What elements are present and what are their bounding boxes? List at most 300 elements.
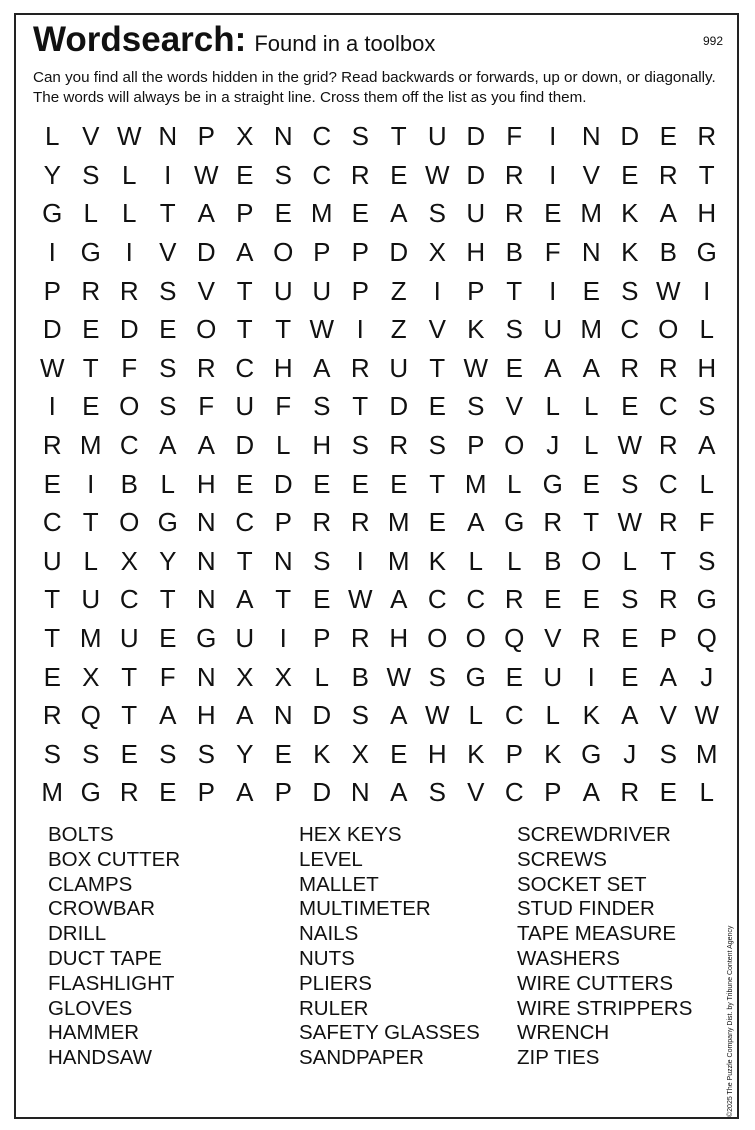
grid-cell[interactable]: E — [120, 738, 138, 769]
grid-cell[interactable]: W — [116, 121, 142, 152]
grid-cell[interactable]: M — [310, 198, 333, 229]
grid-cell[interactable]: C — [620, 314, 640, 345]
grid-cell[interactable]: S — [698, 391, 716, 422]
grid-cell[interactable]: C — [312, 159, 332, 190]
grid-cell[interactable]: R — [389, 430, 409, 461]
grid-cell[interactable]: V — [505, 391, 523, 422]
word-list-item[interactable]: SANDPAPER — [299, 1046, 424, 1070]
grid-cell[interactable]: N — [196, 661, 216, 692]
grid-cell[interactable]: E — [621, 159, 639, 190]
grid-cell[interactable]: R — [119, 275, 139, 306]
grid-cell[interactable]: F — [121, 352, 138, 383]
grid-cell[interactable]: E — [428, 391, 446, 422]
grid-cell[interactable]: R — [658, 159, 678, 190]
grid-cell[interactable]: S — [428, 430, 446, 461]
grid-cell[interactable]: E — [621, 623, 639, 654]
grid-cell[interactable]: O — [504, 430, 525, 461]
grid-cell[interactable]: G — [42, 198, 63, 229]
grid-cell[interactable]: Q — [696, 623, 717, 654]
grid-cell[interactable]: V — [544, 623, 562, 654]
grid-cell[interactable]: U — [312, 275, 332, 306]
grid-cell[interactable]: U — [119, 623, 139, 654]
word-list-item[interactable]: SAFETY GLASSES — [299, 1021, 480, 1045]
grid-cell[interactable]: U — [235, 623, 255, 654]
grid-cell[interactable]: S — [313, 391, 331, 422]
grid-cell[interactable]: M — [387, 545, 410, 576]
grid-cell[interactable]: D — [389, 391, 409, 422]
grid-cell[interactable]: P — [659, 623, 677, 654]
grid-cell[interactable]: R — [42, 700, 62, 731]
grid-cell[interactable]: S — [659, 738, 677, 769]
grid-cell[interactable]: E — [582, 584, 600, 615]
grid-cell[interactable]: H — [427, 738, 447, 769]
grid-cell[interactable]: T — [390, 121, 407, 152]
grid-cell[interactable]: U — [466, 198, 486, 229]
grid-cell[interactable]: E — [505, 352, 523, 383]
grid-cell[interactable]: S — [197, 738, 215, 769]
grid-cell[interactable]: G — [80, 777, 101, 808]
grid-cell[interactable]: V — [467, 777, 485, 808]
grid-cell[interactable]: S — [351, 430, 369, 461]
grid-cell[interactable]: T — [583, 507, 600, 538]
grid-cell[interactable]: P — [544, 777, 562, 808]
grid-cell[interactable]: D — [42, 314, 62, 345]
word-list-item[interactable]: SCREWS — [517, 847, 607, 871]
grid-cell[interactable]: R — [658, 430, 678, 461]
word-list-item[interactable]: WRENCH — [517, 1021, 610, 1045]
grid-cell[interactable]: M — [464, 468, 487, 499]
grid-cell[interactable]: U — [427, 121, 447, 152]
grid-cell[interactable]: B — [505, 237, 523, 268]
grid-cell[interactable]: A — [159, 430, 177, 461]
grid-cell[interactable]: P — [274, 507, 292, 538]
grid-cell[interactable]: E — [390, 738, 408, 769]
word-list-item[interactable]: GLOVES — [48, 996, 133, 1020]
grid-cell[interactable]: A — [159, 700, 177, 731]
grid-cell[interactable]: M — [79, 430, 102, 461]
grid-cell[interactable]: D — [119, 314, 139, 345]
grid-cell[interactable]: A — [390, 198, 408, 229]
word-list-item[interactable]: MULTIMETER — [299, 897, 431, 921]
word-list-item[interactable]: DRILL — [48, 922, 107, 946]
grid-cell[interactable]: N — [158, 121, 178, 152]
grid-cell[interactable]: P — [313, 623, 331, 654]
grid-cell[interactable]: G — [80, 237, 101, 268]
grid-cell[interactable]: O — [119, 507, 140, 538]
grid-cell[interactable]: C — [427, 584, 447, 615]
grid-cell[interactable]: S — [159, 352, 177, 383]
grid-cell[interactable]: E — [659, 777, 677, 808]
grid-cell[interactable]: X — [236, 121, 254, 152]
grid-cell[interactable]: E — [43, 661, 61, 692]
grid-cell[interactable]: S — [505, 314, 523, 345]
grid-cell[interactable]: T — [429, 352, 446, 383]
grid-cell[interactable]: F — [544, 237, 561, 268]
grid-cell[interactable]: T — [506, 275, 523, 306]
grid-cell[interactable]: X — [236, 661, 254, 692]
grid-cell[interactable]: Z — [390, 275, 407, 306]
grid-cell[interactable]: E — [544, 198, 562, 229]
grid-cell[interactable]: E — [82, 314, 100, 345]
word-list-item[interactable]: PLIERS — [299, 971, 372, 995]
grid-cell[interactable]: C — [504, 700, 524, 731]
grid-cell[interactable]: P — [505, 738, 523, 769]
grid-cell[interactable]: U — [543, 661, 563, 692]
grid-cell[interactable]: P — [467, 430, 485, 461]
grid-cell[interactable]: G — [542, 468, 563, 499]
grid-cell[interactable]: L — [314, 661, 329, 692]
grid-cell[interactable]: E — [390, 159, 408, 190]
grid-cell[interactable]: G — [465, 661, 486, 692]
grid-cell[interactable]: D — [273, 468, 293, 499]
grid-cell[interactable]: S — [621, 468, 639, 499]
grid-cell[interactable]: N — [273, 121, 293, 152]
grid-cell[interactable]: L — [83, 545, 98, 576]
grid-cell[interactable]: Z — [390, 314, 407, 345]
grid-cell[interactable]: E — [621, 391, 639, 422]
grid-cell[interactable]: C — [42, 507, 62, 538]
word-list-item[interactable]: BOX CUTTER — [48, 847, 181, 871]
grid-cell[interactable]: K — [467, 314, 485, 345]
grid-cell[interactable]: D — [466, 159, 486, 190]
grid-cell[interactable]: E — [236, 159, 254, 190]
grid-cell[interactable]: R — [119, 777, 139, 808]
grid-cell[interactable]: U — [389, 352, 409, 383]
grid-cell[interactable]: S — [698, 545, 716, 576]
grid-cell[interactable]: T — [698, 159, 715, 190]
grid-cell[interactable]: W — [694, 700, 720, 731]
grid-cell[interactable]: I — [164, 159, 172, 190]
grid-cell[interactable]: C — [119, 430, 139, 461]
grid-cell[interactable]: U — [81, 584, 101, 615]
grid-cell[interactable]: O — [581, 545, 602, 576]
grid-cell[interactable]: W — [655, 275, 681, 306]
grid-cell[interactable]: O — [465, 623, 486, 654]
grid-cell[interactable]: O — [658, 314, 679, 345]
grid-cell[interactable]: P — [274, 777, 292, 808]
grid-cell[interactable]: S — [159, 391, 177, 422]
grid-cell[interactable]: D — [466, 121, 486, 152]
grid-cell[interactable]: A — [582, 352, 600, 383]
grid-cell[interactable]: E — [582, 468, 600, 499]
grid-cell[interactable]: D — [312, 700, 332, 731]
grid-cell[interactable]: A — [236, 584, 254, 615]
grid-cell[interactable]: F — [198, 391, 215, 422]
grid-cell[interactable]: N — [196, 507, 216, 538]
grid-cell[interactable]: F — [506, 121, 523, 152]
grid-cell[interactable]: I — [87, 468, 95, 499]
grid-cell[interactable]: D — [389, 237, 409, 268]
grid-cell[interactable]: S — [621, 584, 639, 615]
grid-cell[interactable]: O — [427, 623, 448, 654]
grid-cell[interactable]: E — [390, 468, 408, 499]
grid-cell[interactable]: R — [658, 507, 678, 538]
grid-cell[interactable]: E — [274, 198, 292, 229]
grid-cell[interactable]: U — [543, 314, 563, 345]
grid-cell[interactable]: I — [549, 121, 557, 152]
grid-cell[interactable]: K — [313, 738, 331, 769]
grid-cell[interactable]: T — [236, 275, 253, 306]
grid-cell[interactable]: H — [273, 352, 293, 383]
grid-cell[interactable]: K — [582, 700, 600, 731]
grid-cell[interactable]: L — [122, 198, 137, 229]
grid-cell[interactable]: S — [313, 545, 331, 576]
grid-cell[interactable]: T — [82, 507, 99, 538]
grid-cell[interactable]: L — [622, 545, 637, 576]
grid-cell[interactable]: H — [697, 352, 717, 383]
grid-cell[interactable]: H — [697, 198, 717, 229]
grid-cell[interactable]: T — [121, 661, 138, 692]
word-list-item[interactable]: TAPE MEASURE — [517, 922, 677, 946]
grid-cell[interactable]: A — [236, 777, 254, 808]
grid-cell[interactable]: V — [159, 237, 177, 268]
grid-cell[interactable]: T — [159, 198, 176, 229]
grid-cell[interactable]: L — [276, 430, 291, 461]
grid-cell[interactable]: A — [582, 777, 600, 808]
grid-cell[interactable]: T — [352, 391, 369, 422]
grid-cell[interactable]: A — [390, 777, 408, 808]
grid-cell[interactable]: I — [587, 661, 595, 692]
grid-cell[interactable]: R — [350, 623, 370, 654]
grid-cell[interactable]: T — [159, 584, 176, 615]
grid-cell[interactable]: G — [196, 623, 217, 654]
grid-cell[interactable]: A — [197, 198, 215, 229]
grid-cell[interactable]: J — [623, 738, 637, 769]
grid-cell[interactable]: L — [122, 159, 137, 190]
grid-cell[interactable]: U — [273, 275, 293, 306]
grid-cell[interactable]: A — [544, 352, 562, 383]
grid-cell[interactable]: R — [196, 352, 216, 383]
word-list-item[interactable]: WIRE CUTTERS — [517, 971, 674, 995]
word-list-item[interactable]: CROWBAR — [48, 897, 156, 921]
grid-cell[interactable]: C — [504, 777, 524, 808]
grid-cell[interactable]: V — [659, 700, 677, 731]
word-list-item[interactable]: CLAMPS — [48, 872, 133, 896]
grid-cell[interactable]: S — [428, 777, 446, 808]
grid-cell[interactable]: N — [350, 777, 370, 808]
grid-cell[interactable]: T — [275, 314, 292, 345]
grid-cell[interactable]: R — [350, 159, 370, 190]
grid-cell[interactable]: T — [275, 584, 292, 615]
grid-cell[interactable]: W — [386, 661, 412, 692]
grid-cell[interactable]: W — [347, 584, 373, 615]
word-list-item[interactable]: NAILS — [299, 922, 359, 946]
grid-cell[interactable]: E — [505, 661, 523, 692]
grid-cell[interactable]: K — [544, 738, 562, 769]
grid-cell[interactable]: S — [82, 159, 100, 190]
grid-cell[interactable]: K — [467, 738, 485, 769]
grid-cell[interactable]: E — [428, 507, 446, 538]
grid-cell[interactable]: L — [584, 430, 599, 461]
grid-cell[interactable]: E — [159, 777, 177, 808]
grid-cell[interactable]: Y — [236, 738, 254, 769]
grid-cell[interactable]: E — [43, 468, 61, 499]
word-list-item[interactable]: HEX KEYS — [299, 823, 402, 846]
word-list-item[interactable]: HAMMER — [48, 1021, 140, 1045]
grid-cell[interactable]: W — [193, 159, 219, 190]
grid-cell[interactable]: E — [236, 468, 254, 499]
grid-cell[interactable]: V — [82, 121, 100, 152]
grid-cell[interactable]: Y — [159, 545, 177, 576]
grid-cell[interactable]: S — [428, 198, 446, 229]
grid-cell[interactable]: R — [658, 352, 678, 383]
grid-cell[interactable]: C — [466, 584, 486, 615]
grid-cell[interactable]: A — [659, 198, 677, 229]
word-list-item[interactable]: SCREWDRIVER — [517, 823, 671, 846]
grid-cell[interactable]: C — [658, 468, 678, 499]
grid-cell[interactable]: F — [159, 661, 176, 692]
grid-cell[interactable]: U — [42, 545, 62, 576]
grid-cell[interactable]: E — [82, 391, 100, 422]
grid-cell[interactable]: B — [351, 661, 369, 692]
grid-cell[interactable]: H — [389, 623, 409, 654]
grid-cell[interactable]: L — [45, 121, 60, 152]
grid-cell[interactable]: H — [196, 700, 216, 731]
grid-cell[interactable]: I — [433, 275, 441, 306]
grid-cell[interactable]: P — [351, 237, 369, 268]
grid-cell[interactable]: S — [621, 275, 639, 306]
grid-cell[interactable]: P — [236, 198, 254, 229]
grid-cell[interactable]: R — [581, 623, 601, 654]
grid-cell[interactable]: G — [504, 507, 525, 538]
grid-cell[interactable]: R — [350, 352, 370, 383]
grid-cell[interactable]: W — [617, 507, 643, 538]
grid-cell[interactable]: C — [658, 391, 678, 422]
grid-cell[interactable]: F — [698, 507, 715, 538]
grid-cell[interactable]: B — [544, 545, 562, 576]
grid-cell[interactable]: S — [82, 738, 100, 769]
grid-cell[interactable]: R — [658, 584, 678, 615]
word-list-item[interactable]: MALLET — [299, 872, 379, 896]
grid-cell[interactable]: W — [617, 430, 643, 461]
grid-cell[interactable]: Q — [80, 700, 101, 731]
grid-cell[interactable]: X — [428, 237, 446, 268]
grid-cell[interactable]: R — [620, 352, 640, 383]
grid-cell[interactable]: V — [197, 275, 215, 306]
grid-cell[interactable]: X — [274, 661, 292, 692]
grid-cell[interactable]: S — [43, 738, 61, 769]
grid-cell[interactable]: C — [312, 121, 332, 152]
grid-cell[interactable]: B — [659, 237, 677, 268]
grid-cell[interactable]: Q — [504, 623, 525, 654]
word-list-item[interactable]: STUD FINDER — [517, 897, 655, 921]
grid-cell[interactable]: A — [236, 237, 254, 268]
grid-cell[interactable]: A — [236, 700, 254, 731]
grid-cell[interactable]: K — [428, 545, 446, 576]
grid-cell[interactable]: I — [549, 275, 557, 306]
grid-cell[interactable]: E — [659, 121, 677, 152]
grid-cell[interactable]: X — [82, 661, 100, 692]
grid-cell[interactable]: T — [82, 352, 99, 383]
grid-cell[interactable]: J — [546, 430, 560, 461]
grid-cell[interactable]: S — [351, 121, 369, 152]
grid-cell[interactable]: E — [274, 738, 292, 769]
grid-cell[interactable]: T — [236, 545, 253, 576]
grid-cell[interactable]: S — [351, 700, 369, 731]
grid-cell[interactable]: M — [580, 198, 603, 229]
grid-cell[interactable]: I — [48, 391, 56, 422]
grid-cell[interactable]: E — [313, 468, 331, 499]
grid-cell[interactable]: S — [428, 661, 446, 692]
grid-cell[interactable]: I — [549, 159, 557, 190]
grid-cell[interactable]: R — [697, 121, 717, 152]
grid-cell[interactable]: V — [582, 159, 600, 190]
grid-cell[interactable]: E — [582, 275, 600, 306]
grid-cell[interactable]: P — [313, 237, 331, 268]
grid-cell[interactable]: D — [235, 430, 255, 461]
grid-cell[interactable]: P — [43, 275, 61, 306]
grid-cell[interactable]: N — [273, 545, 293, 576]
grid-cell[interactable]: H — [312, 430, 332, 461]
grid-cell[interactable]: A — [197, 430, 215, 461]
grid-cell[interactable]: D — [196, 237, 216, 268]
grid-cell[interactable]: S — [159, 275, 177, 306]
word-list-item[interactable]: LEVEL — [299, 847, 363, 871]
grid-cell[interactable]: E — [621, 661, 639, 692]
grid-cell[interactable]: W — [463, 352, 489, 383]
word-list-item[interactable]: DUCT TAPE — [48, 946, 162, 970]
grid-cell[interactable]: L — [699, 468, 714, 499]
grid-cell[interactable]: I — [356, 545, 364, 576]
grid-cell[interactable]: L — [468, 700, 483, 731]
grid-cell[interactable]: T — [121, 700, 138, 731]
grid-cell[interactable]: L — [83, 198, 98, 229]
word-list-item[interactable]: WASHERS — [517, 946, 620, 970]
word-list-item[interactable]: BOLTS — [48, 823, 114, 846]
grid-cell[interactable]: D — [620, 121, 640, 152]
grid-cell[interactable]: T — [44, 623, 61, 654]
grid-cell[interactable]: N — [273, 700, 293, 731]
grid-cell[interactable]: M — [580, 314, 603, 345]
grid-cell[interactable]: E — [159, 314, 177, 345]
grid-cell[interactable]: A — [698, 430, 716, 461]
grid-cell[interactable]: L — [468, 545, 483, 576]
grid-cell[interactable]: T — [44, 584, 61, 615]
grid-cell[interactable]: D — [312, 777, 332, 808]
grid-cell[interactable]: B — [120, 468, 138, 499]
word-list-item[interactable]: RULER — [299, 996, 369, 1020]
grid-cell[interactable]: X — [120, 545, 138, 576]
grid-cell[interactable]: V — [428, 314, 446, 345]
grid-cell[interactable]: W — [39, 352, 65, 383]
grid-cell[interactable]: U — [235, 391, 255, 422]
grid-cell[interactable]: A — [390, 584, 408, 615]
grid-cell[interactable]: I — [125, 237, 133, 268]
grid-cell[interactable]: P — [467, 275, 485, 306]
word-list-item[interactable]: ZIP TIES — [517, 1046, 600, 1070]
grid-cell[interactable]: A — [390, 700, 408, 731]
word-list-item[interactable]: NUTS — [299, 946, 355, 970]
grid-cell[interactable]: P — [197, 777, 215, 808]
word-list-item[interactable]: SOCKET SET — [517, 872, 647, 896]
grid-cell[interactable]: W — [424, 700, 450, 731]
grid-cell[interactable]: G — [696, 237, 717, 268]
grid-cell[interactable]: N — [196, 584, 216, 615]
grid-cell[interactable]: T — [660, 545, 677, 576]
grid-cell[interactable]: E — [544, 584, 562, 615]
grid-cell[interactable]: O — [119, 391, 140, 422]
grid-cell[interactable]: L — [507, 468, 522, 499]
grid-cell[interactable]: E — [313, 584, 331, 615]
grid-cell[interactable]: W — [309, 314, 335, 345]
grid-cell[interactable]: S — [159, 738, 177, 769]
word-list-item[interactable]: FLASHLIGHT — [48, 971, 175, 995]
grid-cell[interactable]: P — [197, 121, 215, 152]
grid-cell[interactable]: O — [196, 314, 217, 345]
word-list-item[interactable]: WIRE STRIPPERS — [517, 996, 693, 1020]
grid-cell[interactable]: M — [387, 507, 410, 538]
grid-cell[interactable]: N — [581, 237, 601, 268]
